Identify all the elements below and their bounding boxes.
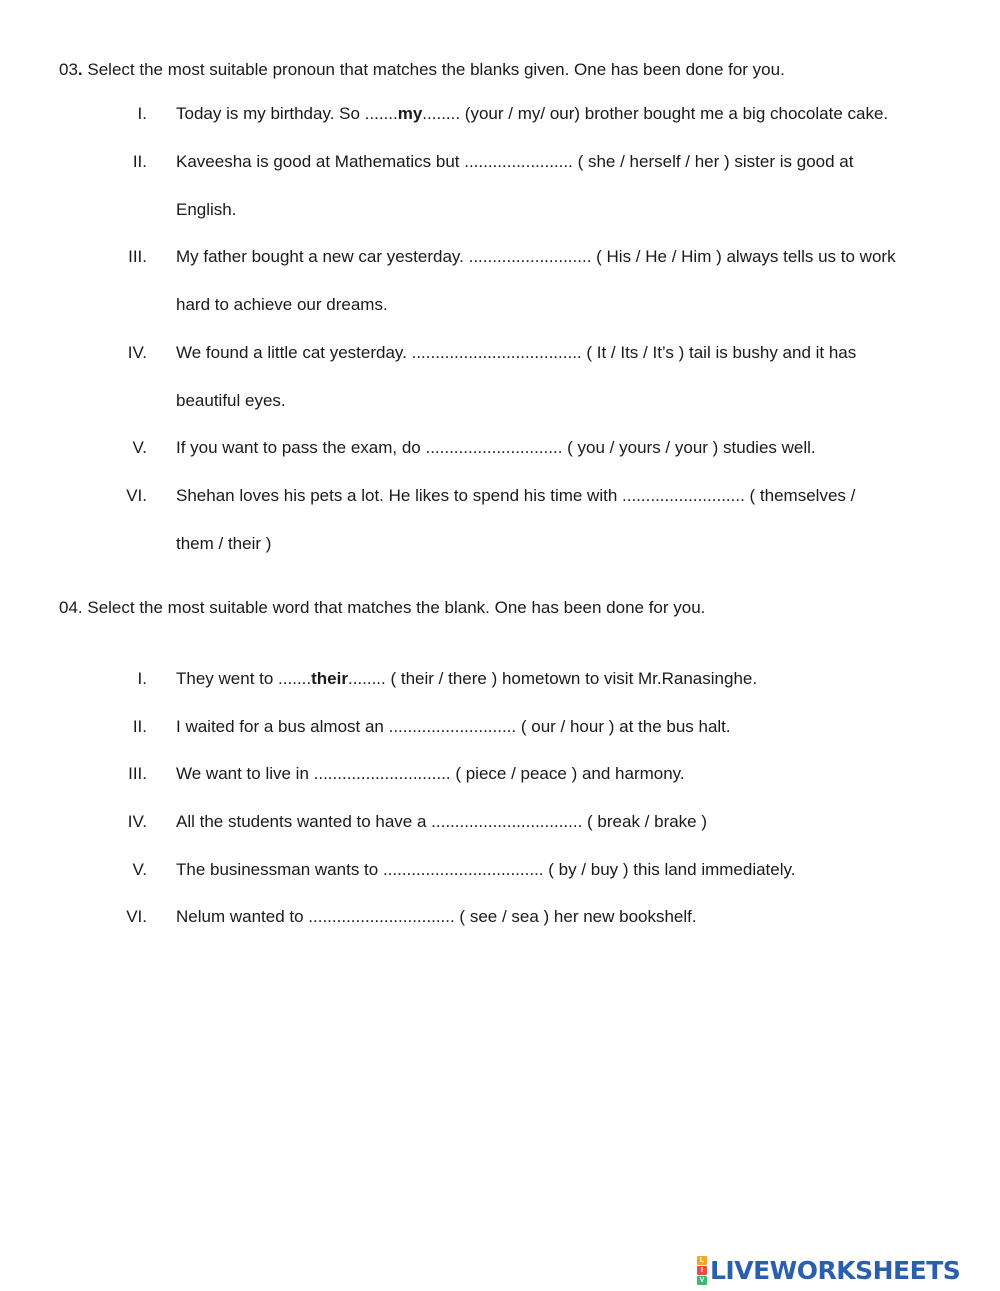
- s4-q3-numeral: III.: [128, 764, 147, 783]
- s4-q1-numeral: I.: [137, 669, 147, 688]
- s3-q1-answer[interactable]: my: [397, 104, 423, 123]
- s4-q4-text[interactable]: All the students wanted to have a ................................ ( break / brake ): [176, 812, 708, 831]
- s4-q6-text[interactable]: Nelum wanted to ............................... ( see / sea ) her new bookshelf.: [176, 907, 697, 926]
- s3-q1-text: Today is my birthday. So .......my........ (your / my/ our) brother bought me a big chocolate cake.: [176, 104, 889, 123]
- s3-q1-numeral: I.: [137, 104, 147, 123]
- s4-question-1: [0, 669, 1000, 693]
- s3-question-1: [0, 104, 1000, 128]
- section3-instruction: Select the most suitable pronoun that matches the blanks given. One has been done for you.: [82, 60, 785, 79]
- s4-q5-text[interactable]: The businessman wants to .................................. ( by / buy ) this land immediately.: [176, 860, 796, 879]
- s3-question-5: [0, 438, 1000, 462]
- s3-question-3: [0, 247, 1000, 271]
- s4-question-2: [0, 717, 1000, 741]
- s3-q3-text[interactable]: My father bought a new car yesterday. .......................... ( His / He / Him ) always tells us to work: [176, 247, 896, 266]
- s4-question-5: [0, 860, 1000, 884]
- s4-q4-numeral: IV.: [127, 812, 147, 831]
- s3-q4-text[interactable]: We found a little cat yesterday. .................................... ( It / Its / It’s ) tail is bushy and it has: [176, 343, 857, 362]
- s4-q1-text: They went to .......their........ ( their / there ) hometown to visit Mr.Ranasinghe.: [176, 669, 758, 688]
- s3-q2-continuation: English.: [176, 200, 237, 219]
- s3-q5-text[interactable]: If you want to pass the exam, do ............................. ( you / yours / your ) studies well.: [176, 438, 816, 457]
- s3-q4-numeral: IV.: [127, 343, 147, 362]
- logo-text: LIVEWORKSHEETS: [710, 1255, 961, 1285]
- s3-q5-numeral: V.: [132, 438, 147, 457]
- s3-q3-numeral: III.: [128, 247, 147, 266]
- s3-question-4: [0, 343, 1000, 367]
- section3-number: 03: [59, 60, 78, 79]
- section4-heading: 04. Select the most suitable word that matches the blank. One has been done for you.: [59, 598, 706, 617]
- s3-q6-text[interactable]: Shehan loves his pets a lot. He likes to spend his time with .......................... ( themselves /: [176, 486, 856, 505]
- s4-q2-text[interactable]: I waited for a bus almost an ........................... ( our / hour ) at the bus halt.: [176, 717, 731, 736]
- s4-q3-text[interactable]: We want to live in ............................. ( piece / peace ) and harmony.: [176, 764, 685, 783]
- s4-q5-numeral: V.: [132, 860, 147, 879]
- s3-question-2: [0, 152, 1000, 176]
- s3-q2-numeral: II.: [132, 152, 147, 171]
- s4-question-3: [0, 764, 1000, 788]
- logo-blocks-icon: [697, 1256, 707, 1285]
- s3-question-6: [0, 486, 1000, 510]
- logo-block-3: V: [697, 1276, 707, 1285]
- s4-q2-numeral: II.: [132, 717, 147, 736]
- s3-q4-continuation: beautiful eyes.: [176, 391, 286, 410]
- s3-q3-continuation: hard to achieve our dreams.: [176, 295, 388, 314]
- s3-q6-numeral: VI.: [126, 486, 147, 505]
- s3-q2-text[interactable]: Kaveesha is good at Mathematics but ....................... ( she / herself / her ) sister is good at: [176, 152, 854, 171]
- s4-question-6: [0, 907, 1000, 931]
- s4-question-4: [0, 812, 1000, 836]
- s4-q1-answer[interactable]: their: [311, 669, 348, 688]
- s3-q6-continuation: them / their ): [176, 534, 272, 553]
- s4-q6-numeral: VI.: [126, 907, 147, 926]
- logo-block-2: I: [697, 1266, 707, 1275]
- liveworksheets-logo[interactable]: [697, 1254, 994, 1286]
- logo-block-1: L: [697, 1256, 707, 1265]
- section3-heading: 03. Select the most suitable pronoun that matches the blanks given. One has been done for you.: [59, 60, 785, 79]
